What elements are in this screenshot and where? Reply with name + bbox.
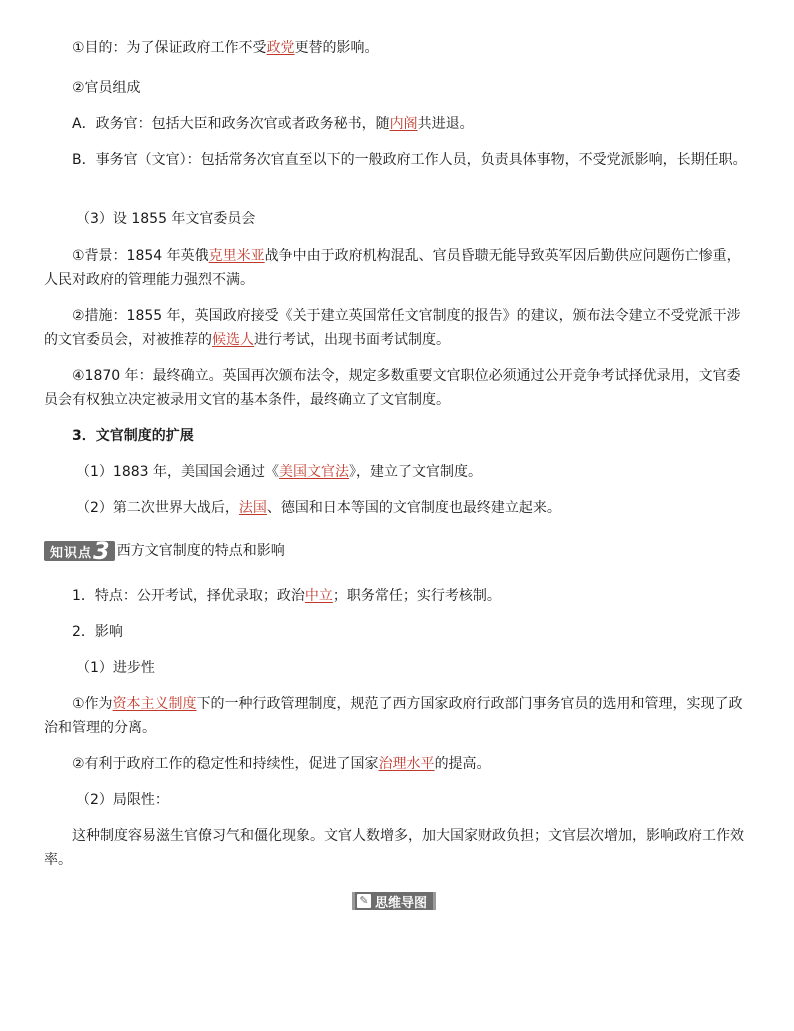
link-capitalist-system[interactable]: 资本主义制度 (112, 696, 197, 712)
paragraph-progressive-2: ②有利于政府工作的稳定性和持续性，促进了国家治理水平的提高。 (72, 756, 491, 772)
paragraph-civil-servants: B．事务官（文官）：包括常务次官直至以下的一般政府工作人员，负责具体事物，不受党派影响，长期任职。 (72, 152, 747, 168)
link-us-civil-service-act[interactable]: 美国文官法 (279, 464, 349, 480)
mind-map-header (352, 890, 436, 912)
link-governance-level[interactable]: 治理水平 (378, 756, 435, 772)
mind-map-badge: ✎ 思维导图 (352, 892, 436, 910)
paragraph-political-officials: A．政务官：包括大臣和政务次官或者政务秘书，随内阁共进退。 (72, 116, 474, 132)
paragraph-progressive-1: ①作为资本主义制度下的一种行政管理制度，规范了西方国家政府行政部门事务官员的选用和管理，实现了政治和管理的分离。 (44, 696, 743, 736)
knowledge-point-header (44, 537, 285, 565)
knowledge-point-number: 3 (93, 537, 111, 565)
link-candidate[interactable]: 候选人 (212, 332, 254, 348)
paragraph-progressive-heading: （1）进步性 (76, 660, 155, 676)
paragraph-officials-composition: ②官员组成 (72, 80, 141, 96)
paragraph-postwar: （2）第二次世界大战后，法国、德国和日本等国的文官制度也最终建立起来。 (76, 500, 561, 516)
link-france[interactable]: 法国 (238, 500, 267, 516)
paragraph-limitations: 这种制度容易滋生官僚习气和僵化现象。文官人数增多，加大国家财政负担；文官层次增加，影响政府工作效率。 (44, 828, 744, 868)
section-heading-expansion: 3．文官制度的扩展 (72, 428, 194, 444)
link-neutrality[interactable]: 中立 (304, 588, 333, 604)
link-cabinet[interactable]: 内阁 (389, 116, 418, 132)
paragraph-commission-heading: （3）设 1855 年文官委员会 (76, 211, 256, 227)
knowledge-point-title: 西方文官制度的特点和影响 (116, 543, 285, 559)
paragraph-impact-heading: 2．影响 (72, 624, 123, 640)
paragraph-establishment: ④1870 年：最终确立。英国再次颁布法令，规定多数重要文官职位必须通过公开竞争考试择优录用，文官委员会有权独立决定被录用文官的基本条件，最终确立了文官制度。 (44, 368, 741, 408)
mind-map-icon: ✎ (357, 894, 371, 908)
knowledge-point-badge: 知识点 3 (44, 541, 115, 561)
paragraph-features: 1．特点：公开考试，择优录取；政治中立；职务常任；实行考核制。 (72, 588, 501, 604)
paragraph-purpose: ①目的：为了保证政府工作不受政党更替的影响。 (72, 40, 379, 56)
paragraph-background: ①背景：1854 年英俄克里米亚战争中由于政府机构混乱、官员昏聩无能导致英军因后勤供应问题伤亡惨重，人民对政府的管理能力强烈不满。 (44, 248, 741, 288)
link-political-party[interactable]: 政党 (266, 40, 295, 56)
link-crimea[interactable]: 克里米亚 (208, 248, 265, 264)
paragraph-limitations-heading: （2）局限性： (76, 792, 169, 808)
paragraph-us-civil-service: （1）1883 年，美国国会通过《美国文官法》，建立了文官制度。 (76, 464, 482, 480)
paragraph-measures: ②措施：1855 年，英国政府接受《关于建立英国常任文官制度的报告》的建议，颁布法令建立不受党派干涉的文官委员会，对被推荐的候选人进行考试，出现书面考试制度。 (44, 308, 741, 348)
